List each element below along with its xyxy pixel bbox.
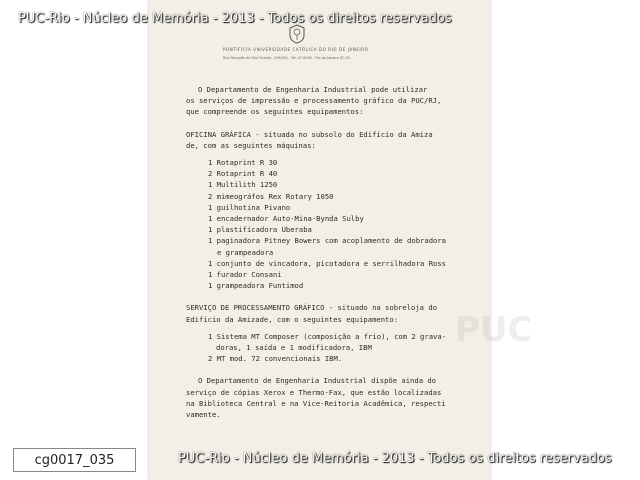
letterhead-address: Rua Marquês de São Vicente, 209/263 - Tel. 47-8000 - Rio de Janeiro ZC-20 — [223, 56, 351, 60]
closing-line: O Departamento de Engenharia Industrial dispõe ainda do — [198, 376, 436, 386]
closing-line: na Biblioteca Central e na Vice-Reitoria Acadêmica, respecti — [186, 398, 446, 408]
section-heading-line: de, com as seguintes máquinas: — [186, 140, 316, 150]
watermark-top: PUC-Rio - Núcleo de Memória - 2013 - Todos os direitos reservados — [18, 11, 452, 26]
equipment-item: 1 Multilith 1250 — [208, 180, 278, 190]
closing-line: vamente. — [186, 410, 221, 420]
equipment-item: 2 MT mod. 72 convencionais IBM. — [208, 354, 343, 364]
section-heading-line: Edifício da Amizade, com o seguintes equipamento: — [186, 314, 399, 324]
equipment-item: 1 guilhotina Pivano — [208, 202, 291, 212]
equipment-item-continuation: e grampeadora — [217, 247, 274, 257]
equipment-item: 1 plastificadora Uberaba — [208, 225, 312, 235]
closing-line: serviço de cópias Xerox e Thermo-Fax, que estão localizadas — [186, 387, 442, 397]
section-heading-line: OFICINA GRÁFICA - situada no subsolo do Edifício da Amiza — [186, 129, 433, 139]
equipment-item: 1 Sistema MT Composer (composição a frio), com 2 grava- — [208, 331, 446, 341]
intro-line: que compreende os seguintes equipamentos: — [186, 107, 364, 117]
intro-line: os serviços de impressão e processamento gráfico da PUC/RJ, — [186, 96, 442, 106]
equipment-item: 1 furador Consani — [208, 270, 282, 280]
university-seal-icon — [288, 24, 306, 44]
equipment-item-continuation: doras, 1 saída e 1 modificadora, IBM — [216, 343, 372, 353]
intro-line: O Departamento de Engenharia Industrial pode utilizar — [198, 85, 428, 94]
equipment-item: 2 Rotaprint R 40 — [208, 169, 278, 179]
letterhead-institution: PONTIFÍCIA UNIVERSIDADE CATÓLICA DO RIO DE JANEIRO — [223, 47, 369, 52]
equipment-item: 1 paginadora Pitney Bowers com acoplamento de dobradora — [208, 236, 446, 246]
equipment-item: 2 mimeográfos Rex Rotary 1050 — [208, 191, 334, 201]
watermark-bottom: PUC-Rio - Núcleo de Memória - 2013 - Todos os direitos reservados — [178, 451, 612, 466]
section-heading-line: SERVIÇO DE PROCESSAMENTO GRÁFICO - situado na sobreloja do — [186, 303, 437, 313]
ghost-watermark: PUC — [455, 310, 533, 350]
equipment-item: 1 Rotaprint R 30 — [208, 158, 278, 168]
document-body — [186, 84, 456, 420]
equipment-item: 1 encadernador Auto-Mina-Bynda Sulby — [208, 214, 364, 224]
equipment-item: 1 grampeadora Funtimod — [208, 281, 304, 291]
catalog-code-label: cg0017_035 — [13, 448, 136, 472]
equipment-item: 1 conjunto de vincadora, picotadora e serrilhadora Ross — [208, 258, 446, 268]
